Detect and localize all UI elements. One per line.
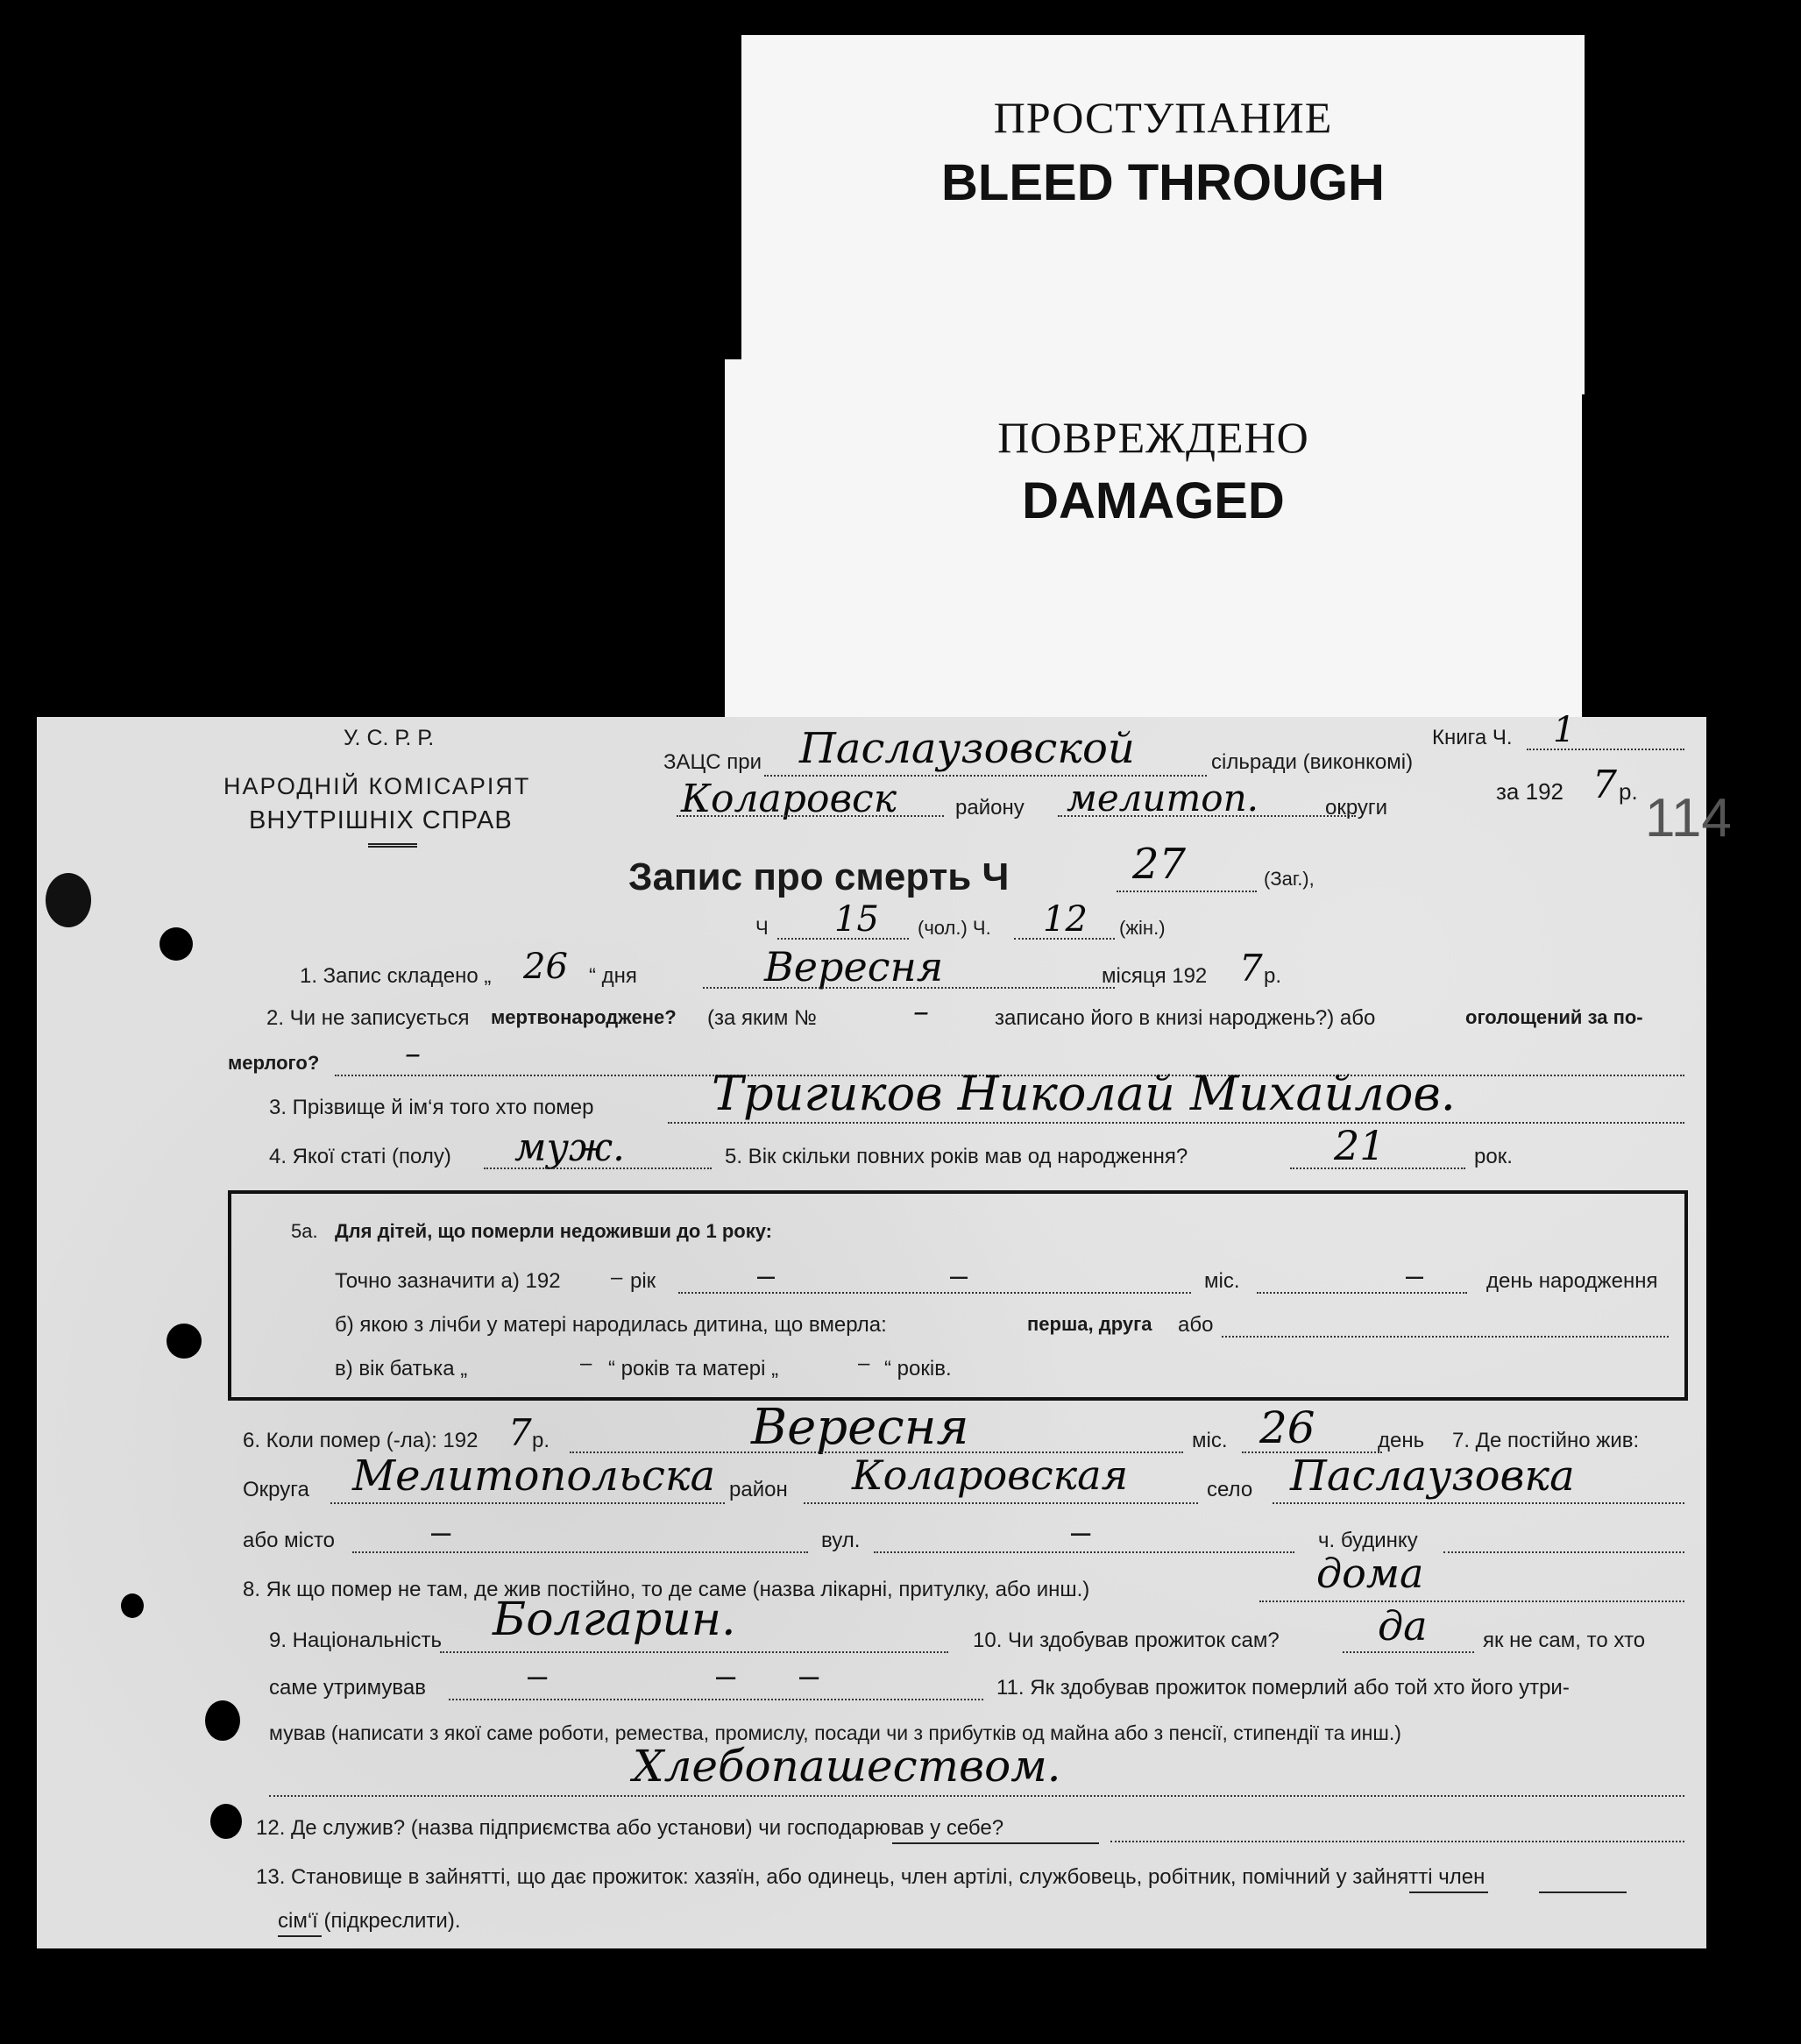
punch-hole (167, 1324, 202, 1359)
infant-death-box (228, 1190, 1688, 1401)
record-title: Запис про смерть Ч (628, 855, 1010, 898)
field-5a-c-label-1: в) вік батька „ (335, 1357, 468, 1380)
field-1-month-label: місяця 192 (1102, 964, 1208, 988)
field-11-value: Хлебопашеством. (633, 1741, 1061, 1792)
male-count: 15 (834, 899, 879, 940)
field-5a-a-dash-3: – (1406, 1257, 1424, 1293)
field-5a-c-father-dash: – (580, 1352, 592, 1375)
bleed-through-label-ru: ПРОСТУПАНИЕ (993, 93, 1333, 142)
field-5a-a-dash-1: – (757, 1257, 776, 1293)
selo-label: село (1207, 1478, 1253, 1501)
field-13-line-2: сім‘ї (підкреслити). (278, 1909, 461, 1933)
field-5-label: 5. Вік скільки повних років мав од народження? (725, 1145, 1188, 1168)
field-1-label: 1. Запис складено „ (300, 964, 492, 988)
field-5a-a-mis: міс. (1204, 1269, 1240, 1293)
punch-hole (121, 1593, 144, 1618)
female-count: 12 (1043, 899, 1088, 940)
field-5a-c-mother-dash: – (858, 1352, 870, 1375)
field-4-label: 4. Якої статі (полу) (269, 1145, 451, 1168)
field-10-dash-1: – (528, 1657, 548, 1695)
damaged-label-en: DAMAGED (1022, 472, 1285, 529)
field-2-label-d: записано його в книзі народжень?) або (995, 1006, 1376, 1030)
field-2-value-1: – (913, 994, 929, 1030)
field-6-day: 26 (1259, 1402, 1315, 1453)
damaged-label-ru: ПОВРЕЖДЕНО (997, 413, 1309, 462)
field-5a-b-label: б) якою з лічби у матері народилась дитина, що вмерла: (335, 1313, 887, 1337)
field-1-day: 26 (523, 947, 568, 987)
selo-value: Паслаузовка (1290, 1451, 1575, 1501)
year-value: 7 (1592, 763, 1617, 807)
field-9-label: 9. Національність (269, 1629, 442, 1652)
field-2-label-e: оголощений за по- (1465, 1006, 1643, 1028)
damaged-card (725, 359, 1582, 723)
punch-hole (205, 1700, 240, 1741)
death-record-sheet (37, 710, 1732, 1948)
field-5a-a-rik: рік (630, 1269, 656, 1293)
record-number: 27 (1132, 840, 1187, 889)
field-1-year-suffix: р. (1264, 964, 1282, 988)
female-label: (жін.) (1119, 917, 1166, 939)
okruha-label: Округа (243, 1478, 309, 1501)
year-suffix: р. (1619, 778, 1638, 805)
field-5a-c-label-3: “ років. (884, 1357, 952, 1380)
field-5a-a-dash-2: – (950, 1257, 968, 1293)
field-10-tail: як не сам, то хто (1483, 1629, 1646, 1652)
commissariat-line-2: ВНУТРІШНІХ СПРАВ (249, 806, 513, 834)
bleed-through-card (741, 35, 1585, 394)
budynok-label: ч. будинку (1318, 1529, 1418, 1552)
field-3-value: Тригиков Николай Михайлов. (712, 1066, 1456, 1121)
field-6-month: Вересня (751, 1399, 969, 1456)
field-5a-title: Для дітей, що померли недоживши до 1 року: (335, 1220, 772, 1242)
male-label: (чол.) Ч. (918, 917, 991, 939)
field-11-label: 11. Як здобував прожиток померлий або той хто його утри- (996, 1676, 1570, 1700)
field-5a-a-year-dash: – (611, 1266, 623, 1289)
field-2-label-b: мертвонароджене? (491, 1006, 677, 1028)
field-6-label: 6. Коли помер (-ла): 192 (243, 1429, 479, 1452)
misto-label: або місто (243, 1529, 336, 1552)
field-1-month: Вересня (764, 943, 944, 990)
field-10-value: да (1378, 1602, 1428, 1650)
book-value: 1 (1553, 710, 1576, 750)
vul-label: вул. (821, 1529, 861, 1552)
field-2-label-a: 2. Чи не записується (266, 1006, 470, 1030)
field-5a-number: 5а. (291, 1220, 318, 1242)
field-6-year-suffix: р. (532, 1429, 550, 1452)
zags-label: ЗАЦС при (663, 750, 762, 774)
field-5a-b-end: або (1178, 1313, 1214, 1337)
field-5a-a-label: Точно зазначити а) 192 (335, 1269, 561, 1293)
field-2-line-2: мерлого? (228, 1052, 320, 1074)
field-8-label: 8. Як що помер не там, де жив постійно, то де саме (назва лікарні, притулку, або инш.) (243, 1578, 1090, 1601)
punch-hole (210, 1804, 242, 1839)
okrug-label: округи (1325, 796, 1388, 820)
male-count-prefix: Ч (755, 917, 769, 939)
field-2-label-c: (за яким № (707, 1006, 817, 1030)
field-5a-a-den: день народження (1486, 1269, 1658, 1293)
field-1-day-suffix: “ дня (589, 964, 637, 988)
vul-dash: – (1071, 1513, 1091, 1551)
field-2-value-2: – (405, 1036, 421, 1072)
zags-value: Паслаузовской (799, 724, 1135, 773)
field-9-value: Болгарин. (493, 1593, 736, 1646)
field-10-line-2: саме утримував (269, 1676, 426, 1700)
rayon-value: Коларовск (681, 777, 897, 821)
field-5-value: 21 (1334, 1122, 1386, 1169)
field-7-label: 7. Де постійно жив: (1452, 1429, 1640, 1452)
field-12-label: 12. Де служив? (назва підприємства або установи) чи господарював у себе? (256, 1816, 1004, 1840)
field-10-dash-3: – (799, 1657, 819, 1695)
field-5a-c-label-2: “ років та матері „ (608, 1357, 779, 1380)
punch-hole (160, 927, 193, 961)
ussr-heading: У. С. Р. Р. (344, 726, 435, 750)
field-6-den: день (1378, 1429, 1425, 1452)
field-13-label: 13. Становище в зайнятті, що дає прожиток: хазяїн, або одинець, член артілі, службовець, робітник, помічний у зайнятті член (256, 1865, 1485, 1889)
field-5-suffix: рок. (1474, 1145, 1513, 1168)
commissariat-line-1: НАРОДНІЙ КОМІСАРІЯТ (223, 773, 531, 799)
raion-value: Коларовская (852, 1451, 1129, 1499)
raion-label: район (729, 1478, 788, 1501)
rayon-label: району (955, 796, 1025, 820)
field-4-value: муж. (514, 1125, 626, 1170)
book-label: Книга Ч. (1432, 726, 1513, 749)
village-council-label: сільради (виконкомі) (1211, 750, 1414, 774)
field-1-year: 7 (1239, 947, 1263, 990)
record-total-label: (Заг.), (1264, 868, 1315, 890)
field-10-dash-2: – (716, 1657, 736, 1695)
okruha-value: Мелитопольска (352, 1451, 716, 1501)
field-11-line-2: мував (написати з якої саме роботи, ремества, промислу, посади чи з прибутків од майна або з пенсії, стипендії та инш.) (269, 1721, 1401, 1744)
field-5a-b-bold: перша, друга (1027, 1313, 1152, 1335)
misto-dash: – (431, 1513, 451, 1551)
archive-page-number: 114 (1645, 788, 1732, 848)
okrug-value: мелитоп. (1067, 777, 1259, 820)
field-10-label: 10. Чи здобував прожиток сам? (973, 1629, 1280, 1652)
field-6-year: 7 (508, 1411, 532, 1454)
punch-hole (46, 873, 91, 927)
field-6-mis: міс. (1192, 1429, 1228, 1452)
bleed-through-label-en: BLEED THROUGH (941, 154, 1385, 211)
year-label: за 192 (1496, 778, 1563, 805)
field-8-value: дома (1316, 1550, 1424, 1597)
field-3-label: 3. Прізвище й ім‘я того хто помер (269, 1096, 594, 1119)
